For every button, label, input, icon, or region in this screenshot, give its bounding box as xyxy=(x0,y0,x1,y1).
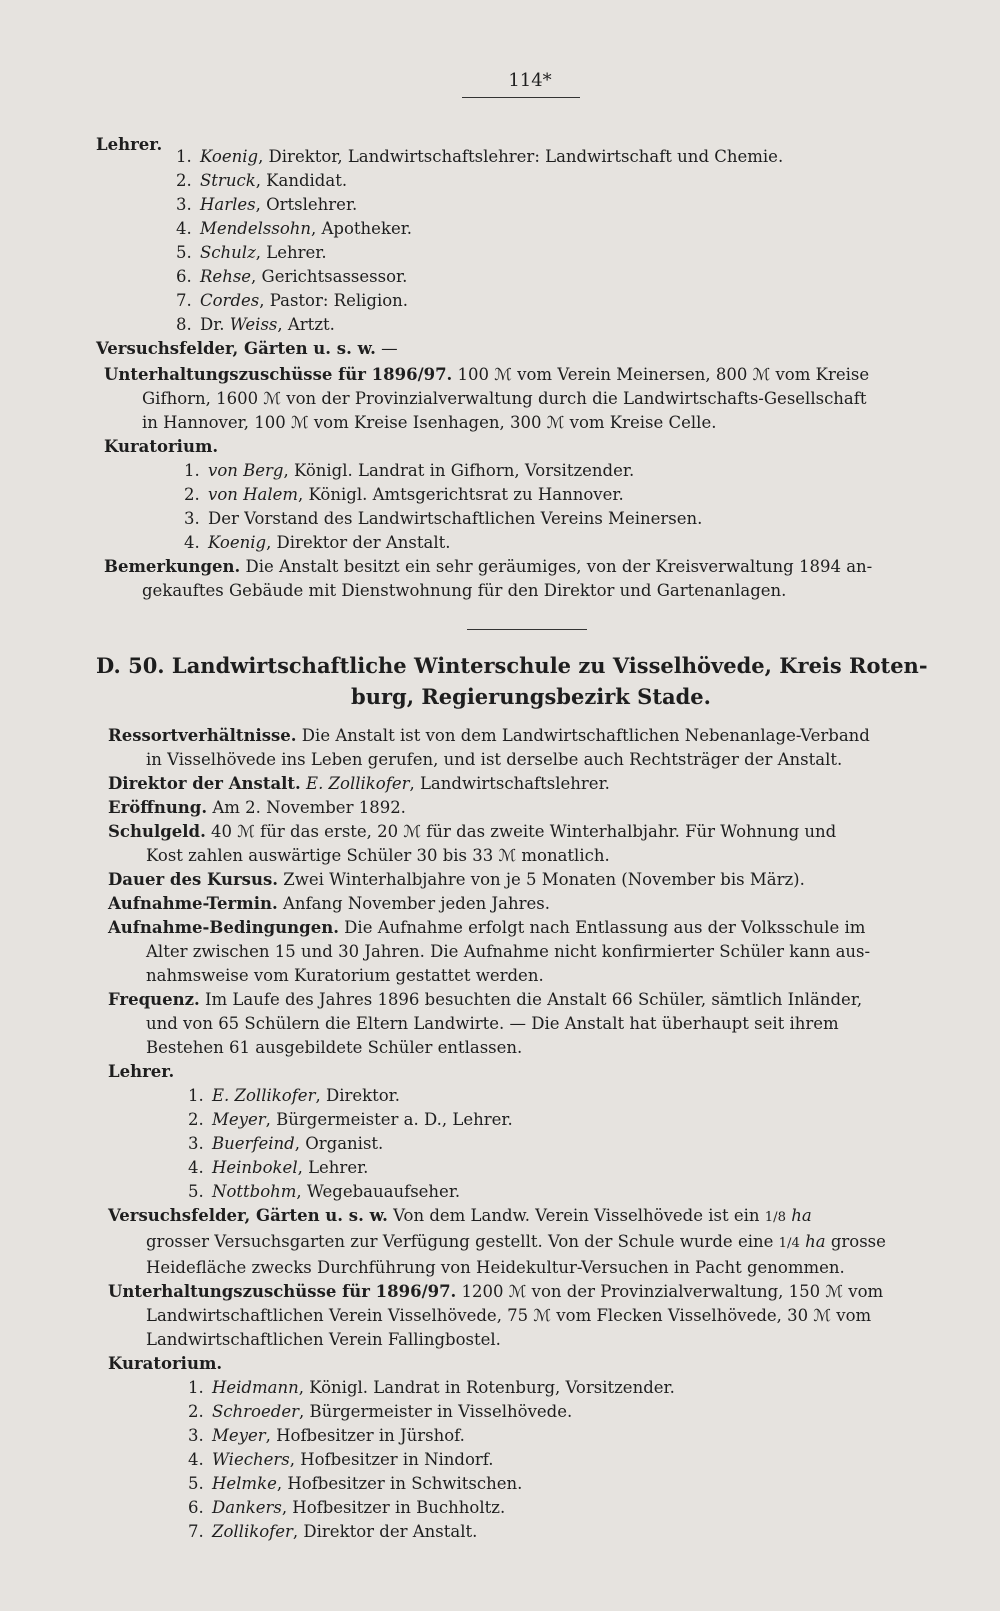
list-item: 3. Buerfeind, Organist. xyxy=(188,1134,384,1153)
list-item: 5. Helmke, Hofbesitzer in Schwitschen. xyxy=(188,1474,523,1493)
list-item: 2. von Halem, Königl. Amtsgerichtsrat zu Hannover. xyxy=(184,485,624,504)
list-item: 1. E. Zollikofer, Direktor. xyxy=(188,1086,400,1105)
list-item: 7. Cordes, Pastor: Religion. xyxy=(176,291,409,310)
bemerkungen-paragraph: Bemerkungen. Die Anstalt besitzt ein sehr geräumiges, von der Kreisverwaltung 1894 an- xyxy=(104,557,873,576)
list-item: 2. Meyer, Bürgermeister a. D., Lehrer. xyxy=(188,1110,513,1129)
versuchsfelder-paragraph: Versuchsfelder, Gärten u. s. w. — xyxy=(96,339,398,358)
section-heading: Kuratorium. xyxy=(108,1354,223,1373)
list-item: 7. Zollikofer, Direktor der Anstalt. xyxy=(188,1522,478,1541)
list-item: 4. Mendelssohn, Apotheker. xyxy=(176,219,413,238)
list-item: 1. Heidmann, Königl. Landrat in Rotenburg, Vorsitzender. xyxy=(188,1378,675,1397)
list-item: 3. Der Vorstand des Landwirtschaftlichen Vereins Meinersen. xyxy=(184,509,703,528)
list-item: 2. Schroeder, Bürgermeister in Visselhövede. xyxy=(188,1402,573,1421)
list-item: 4. Wiechers, Hofbesitzer in Nindorf. xyxy=(188,1450,494,1469)
list-item: 3. Meyer, Hofbesitzer in Jürshof. xyxy=(188,1426,465,1445)
list-item: 6. Rehse, Gerichtsassessor. xyxy=(176,267,408,286)
list-item: 2. Struck, Kandidat. xyxy=(176,171,348,190)
list-item: 5. Nottbohm, Wegebauaufseher. xyxy=(188,1182,461,1201)
list-item: 1. von Berg, Königl. Landrat in Gifhorn, Vorsitzender. xyxy=(184,461,635,480)
section-heading: Lehrer. xyxy=(108,1062,175,1081)
section-heading: Lehrer. xyxy=(96,135,163,154)
d50-body: Ressortverhältnisse. Die Anstalt ist von dem Landwirtschaftlichen Nebenanlage-Verband in Visselhövede ins Leben gerufen, und ist derselbe auch Rechtsträger der Anstalt. Direktor der Anstalt. E. Zollikofer, Landwirtschaftslehrer. Eröffnung. Am 2. November 1892. Schulgeld. 40 ℳ für das erste, 20 ℳ für das zweite Winterhalbjahr. Für Wohnung und Kost zahlen auswärtige Schüler 30 bis 33 ℳ monatlich. Dauer des Kursus. Zwei Winterhalbjahre von je 5 Monaten (November bis März). Aufnahme-Termin. Anfang November jeden Jahres. Aufnahme-Bedingungen. Die Aufnahme erfolgt nach Entlassung aus der Volksschule im Alter zwischen 15 und 30 Jahren. Die Aufnahme nicht konfirmierter Schüler kann aus- nahmsweise vom Kuratorium gestattet werden. Frequenz. Im Laufe des Jahres 1896 besuchten die Anstalt 66 Schüler, sämtlich Inländer, und von 65 Schülern die Eltern Landwirte. — Die Anstalt hat überhaupt seit ihrem Bestehen 61 ausgebildete Schüler entlassen. Lehrer. 1. E. Zollikofer, Direktor. 2. Meyer, Bürgermeister a. D., Lehrer. 3. Buerfeind, Organist. 4. Heinbokel, Lehrer. 5. Nottbohm, Wegebauaufseher. Versuchsfelder, Gärten u. s. w. Von dem Landw. Verein Visselhövede ist ein 1/8 ha grosser Versuchsgarten zur Verfügung gestellt. Von der Schule wurde eine 1/4 ha grosse Heidefläche zwecks Durchführung von Heidekultur-Versuchen in Pacht genommen. Unterhaltungszuschüsse für 1896/97. 1200 ℳ von der Provinzialverwaltung, 150 ℳ vom Landwirtschaftlichen Verein Visselhövede, 75 ℳ vom Flecken Visselhövede, 30 ℳ vom Landwirtschaftlichen Verein Fallingbostel. Kuratorium. 1. Heidmann, Königl. Landrat in Rotenburg, Vorsitzender. 2. Schroeder, Bürgermeister in Visselhövede. 3. Meyer, Hofbesitzer in Jürshof. 4. Wiechers, Hofbesitzer in Nindorf. 5. Helmke, Hofbesitzer in Schwitschen. 6. Dankers, Hofbesitzer in Buchholtz. 7. Zollikofer, Direktor der Anstalt. xyxy=(108,724,988,1544)
list-item: 4. Koenig, Direktor der Anstalt. xyxy=(184,533,451,552)
page-number: 114* xyxy=(508,70,552,91)
list-item: 4. Heinbokel, Lehrer. xyxy=(188,1158,369,1177)
section-heading: Kuratorium. xyxy=(104,437,219,456)
list-item: 3. Harles, Ortslehrer. xyxy=(176,195,358,214)
list-item: 6. Dankers, Hofbesitzer in Buchholtz. xyxy=(188,1498,506,1517)
top-lehrer-list xyxy=(96,145,976,361)
section-title: D. 50. Landwirtschaftliche Winterschule zu Visselhövede, Kreis Roten- burg, Regierungsbezirk Stade. xyxy=(96,653,928,709)
list-item: 1. Koenig, Direktor, Landwirtschaftslehrer: Landwirtschaft und Chemie. xyxy=(176,147,784,166)
top-zuschuesse-section: Unterhaltungszuschüsse für 1896/97. 100 ℳ vom Verein Meinersen, 800 ℳ vom Kreise Gifhorn, 1600 ℳ von der Provinzialverwaltung durch die Landwirtschafts-Gesellschaft in Hannover, 100 ℳ vom Kreise Isenhagen, 300 ℳ vom Kreise Celle. Kuratorium. 1. von Berg, Königl. Landrat in Gifhorn, Vorsitzender. 2. von Halem, Königl. Amtsgerichtsrat zu Hannover. 3. Der Vorstand des Landwirtschaftlichen Vereins Meinersen. 4. Koenig, Direktor der Anstalt. Bemerkungen. Die Anstalt besitzt ein sehr geräumiges, von der Kreisverwaltung 1894 an- gekauftes Gebäude mit Dienstwohnung für den Direktor und Gartenanlagen. xyxy=(104,363,984,603)
list-item: 8. Dr. Weiss, Artzt. xyxy=(176,315,335,334)
list-item: 5. Schulz, Lehrer. xyxy=(176,243,327,262)
section-divider xyxy=(467,629,587,630)
page-number-rule xyxy=(462,97,580,98)
